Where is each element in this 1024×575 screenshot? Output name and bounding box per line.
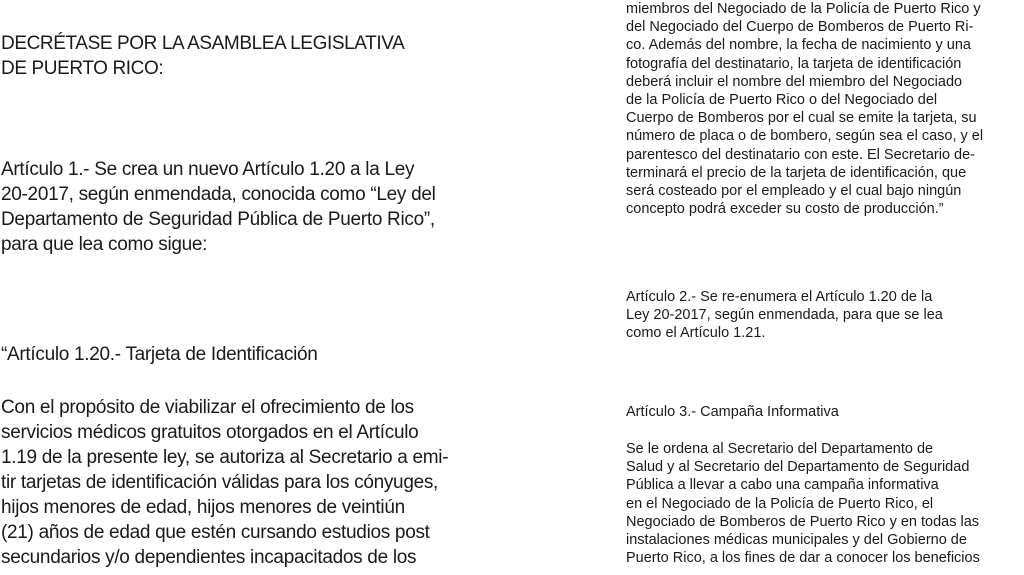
- text-line: para que lea como sigue:: [1, 234, 208, 255]
- text-line: parentesco del destinatario con este. El Secretario de-: [626, 146, 976, 163]
- text-line: del Negociado del Cuerpo de Bomberos de Puerto Ri-: [626, 19, 974, 36]
- heading-line: DECRÉTASE POR LA ASAMBLEA LEGISLATIVA: [1, 33, 405, 54]
- article-3-title: [626, 403, 1024, 421]
- text-line: servicios médicos gratuitos otorgados en el Artículo: [1, 422, 419, 443]
- text-line: (21) años de edad que estén cursando estudios post: [1, 522, 430, 543]
- text-line: Negociado de Bomberos de Puerto Rico y en todas las: [626, 513, 980, 530]
- text-line: tir tarjetas de identificación válidas para los cónyuges,: [1, 472, 439, 493]
- heading-line: DE PUERTO RICO:: [1, 58, 164, 79]
- text-line: en el Negociado de la Policía de Puerto Rico, el: [626, 495, 934, 512]
- text-line: 20-2017, según enmendada, conocida como “Ley del: [1, 184, 436, 205]
- text-line: co. Además del nombre, la fecha de nacimiento y una: [626, 37, 971, 54]
- text-line: Con el propósito de viabilizar el ofrecimiento de los: [1, 397, 414, 418]
- text-line: concepto podrá exceder su costo de producción.”: [626, 201, 944, 218]
- text-line: Se le ordena al Secretario del Departamento de: [626, 441, 934, 457]
- text-line: Ley 20-2017, según enmendada, para que se lea: [626, 307, 943, 324]
- text-line: como el Artículo 1.21.: [626, 325, 766, 342]
- text-line: Salud y al Secretario del Departamento de Seguridad: [626, 459, 970, 476]
- article-1-20-title: [1, 342, 471, 367]
- text-line: fotografía del destinatario, la tarjeta de identificación: [626, 55, 962, 72]
- text-line: Cuerpo de Bomberos por el cual se emite la tarjeta, su: [626, 110, 977, 127]
- text-line: terminará el precio de la tarjeta de identificación, que: [626, 164, 967, 181]
- text-line: 1.19 de la presente ley, se autoriza al Secretario a emi-: [1, 447, 449, 468]
- text-line: Artículo 2.- Se re-enumera el Artículo 1.20 de la: [626, 289, 933, 305]
- text-line: deberá incluir el nombre del miembro del Negociado: [626, 73, 963, 90]
- text-line: número de placa o de bombero, según sea el caso, y el: [626, 128, 984, 145]
- text-line: Artículo 3.- Campaña Informativa: [626, 404, 839, 420]
- article-1-20-continued: [626, 0, 1024, 218]
- text-line: Artículo 1.- Se crea un nuevo Artículo 1.20 a la Ley: [1, 159, 415, 180]
- article-1-20-body: [1, 395, 471, 570]
- decree-heading: [1, 31, 471, 81]
- text-line: de la Policía de Puerto Rico o del Negociado del: [626, 92, 938, 109]
- text-line: miembros del Negociado de la Policía de Puerto Rico y: [626, 1, 981, 17]
- text-line: “Artículo 1.20.- Tarjeta de Identificación: [1, 344, 318, 365]
- article-3-body: [626, 440, 1024, 567]
- text-line: instalaciones médicas municipales y del Gobierno de: [626, 532, 967, 549]
- text-line: secundarios y/o dependientes incapacitados de los: [1, 547, 417, 568]
- text-line: Pública a llevar a cabo una campaña informativa: [626, 477, 939, 494]
- text-line: Puerto Rico, a los fines de dar a conocer los beneficios: [626, 550, 980, 567]
- text-line: hijos menores de edad, hijos menores de veintiún: [1, 497, 405, 518]
- text-line: Departamento de Seguridad Pública de Puerto Rico”,: [1, 209, 435, 230]
- article-2-paragraph: [626, 288, 1024, 343]
- text-line: será costeado por el empleado y el cual bajo ningún: [626, 183, 962, 200]
- article-1-paragraph: [1, 157, 471, 257]
